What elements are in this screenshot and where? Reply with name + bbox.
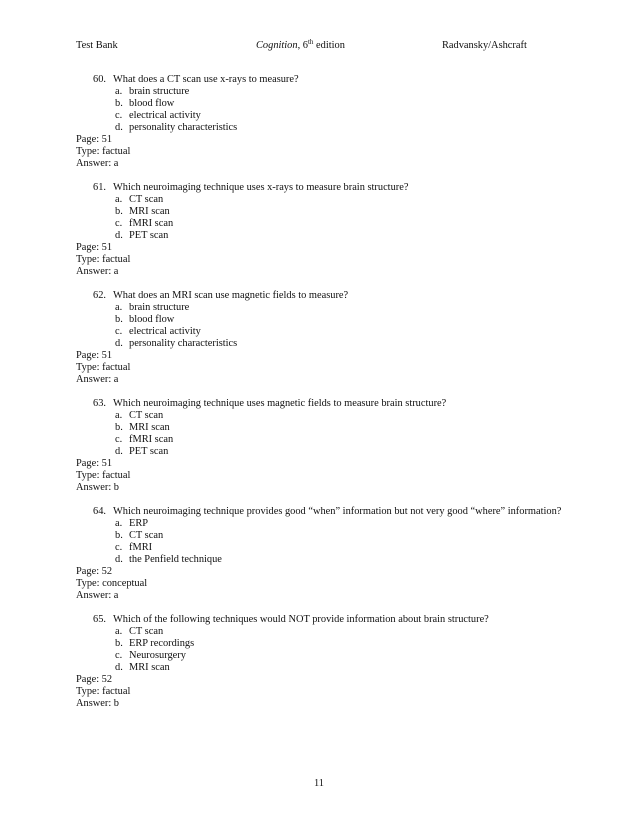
question-number: 65. xyxy=(93,614,106,625)
question-meta xyxy=(76,566,576,602)
option-text: CT scan xyxy=(129,410,164,421)
question-type: Type: factual xyxy=(76,686,131,697)
option-letter: d. xyxy=(115,662,123,673)
option-letter: b. xyxy=(115,422,123,433)
question-stem xyxy=(76,398,576,410)
option-letter: c. xyxy=(115,650,123,661)
answer-option xyxy=(76,86,576,98)
answer-options xyxy=(76,302,576,350)
edition-number: 6 xyxy=(302,40,308,51)
header-book-title: Cognition, 6th edition xyxy=(256,38,345,51)
question-meta xyxy=(76,350,576,386)
option-text: fMRI xyxy=(129,542,153,553)
question-text: Which neuroimaging technique uses x-rays to measure brain structure? xyxy=(113,182,409,193)
question-number: 62. xyxy=(93,290,106,301)
option-text: brain structure xyxy=(129,302,190,313)
option-text: CT scan xyxy=(129,194,164,205)
option-text: CT scan xyxy=(129,626,164,637)
page-reference: Page: 51 xyxy=(76,134,113,145)
edition-suffix: th xyxy=(307,38,314,46)
option-text: personality characteristics xyxy=(129,122,238,133)
answer-options xyxy=(76,86,576,134)
question-item xyxy=(76,398,576,494)
answer-key: Answer: a xyxy=(76,158,119,169)
page-footer xyxy=(0,778,638,790)
question-type: Type: factual xyxy=(76,146,131,157)
option-text: ERP xyxy=(129,518,149,529)
question-list xyxy=(76,74,576,722)
question-item xyxy=(76,182,576,278)
option-letter: c. xyxy=(115,110,123,121)
option-letter: b. xyxy=(115,530,123,541)
answer-option xyxy=(76,230,576,242)
page-reference: Page: 52 xyxy=(76,674,113,685)
answer-option xyxy=(76,314,576,326)
option-text: MRI scan xyxy=(129,206,170,217)
answer-option xyxy=(76,638,576,650)
answer-option xyxy=(76,518,576,530)
question-stem xyxy=(76,614,576,626)
answer-key: Answer: a xyxy=(76,266,119,277)
option-text: blood flow xyxy=(129,98,175,109)
question-meta xyxy=(76,134,576,170)
option-letter: b. xyxy=(115,98,123,109)
answer-option xyxy=(76,434,576,446)
option-text: PET scan xyxy=(129,446,169,457)
answer-option xyxy=(76,650,576,662)
question-stem xyxy=(76,290,576,302)
question-type: Type: factual xyxy=(76,470,131,481)
answer-key: Answer: b xyxy=(76,482,119,493)
answer-option xyxy=(76,446,576,458)
option-letter: c. xyxy=(115,542,123,553)
option-letter: c. xyxy=(115,326,123,337)
option-text: fMRI scan xyxy=(129,434,174,445)
answer-options xyxy=(76,626,576,674)
option-text: electrical activity xyxy=(129,326,201,337)
question-item xyxy=(76,74,576,170)
answer-option xyxy=(76,302,576,314)
option-letter: b. xyxy=(115,314,123,325)
option-letter: a. xyxy=(115,194,123,205)
question-type: Type: factual xyxy=(76,362,131,373)
answer-key: Answer: a xyxy=(76,374,119,385)
answer-options xyxy=(76,518,576,566)
answer-options xyxy=(76,410,576,458)
question-type: Type: conceptual xyxy=(76,578,148,589)
answer-option xyxy=(76,626,576,638)
answer-options xyxy=(76,194,576,242)
option-text: personality characteristics xyxy=(129,338,238,349)
answer-option xyxy=(76,554,576,566)
answer-option xyxy=(76,662,576,674)
answer-option xyxy=(76,326,576,338)
page-reference: Page: 52 xyxy=(76,566,113,577)
question-meta xyxy=(76,458,576,494)
option-text: MRI scan xyxy=(129,662,170,673)
question-stem xyxy=(76,506,576,518)
question-item xyxy=(76,614,576,710)
question-number: 64. xyxy=(93,506,106,517)
option-letter: a. xyxy=(115,626,123,637)
question-text: Which of the following techniques would NOT provide information about brain structure? xyxy=(113,614,489,625)
question-text: Which neuroimaging technique uses magnetic fields to measure brain structure? xyxy=(113,398,447,409)
answer-key: Answer: b xyxy=(76,698,119,709)
question-number: 60. xyxy=(93,74,106,85)
answer-option xyxy=(76,194,576,206)
option-text: PET scan xyxy=(129,230,169,241)
question-meta xyxy=(76,242,576,278)
option-text: the Penfield technique xyxy=(129,554,222,565)
question-stem xyxy=(76,182,576,194)
option-letter: a. xyxy=(115,518,123,529)
answer-option xyxy=(76,422,576,434)
option-letter: a. xyxy=(115,86,123,97)
question-number: 63. xyxy=(93,398,106,409)
answer-key: Answer: a xyxy=(76,590,119,601)
edition-word: edition xyxy=(313,40,345,51)
answer-option xyxy=(76,98,576,110)
answer-option xyxy=(76,410,576,422)
answer-option xyxy=(76,530,576,542)
option-letter: d. xyxy=(115,230,123,241)
option-text: MRI scan xyxy=(129,422,170,433)
answer-option xyxy=(76,206,576,218)
answer-option xyxy=(76,338,576,350)
header-left-label: Test Bank xyxy=(76,40,118,51)
answer-option xyxy=(76,218,576,230)
question-stem xyxy=(76,74,576,86)
option-letter: a. xyxy=(115,302,123,313)
question-text: Which neuroimaging technique provides good “when” information but not very good “where” information? xyxy=(113,506,562,517)
option-text: CT scan xyxy=(129,530,164,541)
header-authors: Radvansky/Ashcraft xyxy=(442,40,527,51)
option-letter: c. xyxy=(115,434,123,445)
page-reference: Page: 51 xyxy=(76,242,113,253)
page-header xyxy=(76,40,556,54)
option-letter: a. xyxy=(115,410,123,421)
question-item xyxy=(76,506,576,602)
option-text: electrical activity xyxy=(129,110,201,121)
question-text: What does a CT scan use x-rays to measure? xyxy=(113,74,299,85)
question-item xyxy=(76,290,576,386)
answer-option xyxy=(76,542,576,554)
answer-option xyxy=(76,110,576,122)
option-letter: d. xyxy=(115,122,123,133)
option-text: blood flow xyxy=(129,314,175,325)
answer-option xyxy=(76,122,576,134)
option-letter: b. xyxy=(115,206,123,217)
question-number: 61. xyxy=(93,182,106,193)
question-text: What does an MRI scan use magnetic fields to measure? xyxy=(113,290,349,301)
page-reference: Page: 51 xyxy=(76,350,113,361)
option-letter: d. xyxy=(115,446,123,457)
option-text: brain structure xyxy=(129,86,190,97)
question-meta xyxy=(76,674,576,710)
option-letter: b. xyxy=(115,638,123,649)
option-letter: d. xyxy=(115,338,123,349)
option-text: Neurosurgery xyxy=(129,650,186,661)
option-letter: d. xyxy=(115,554,123,565)
book-title: Cognition xyxy=(256,40,298,51)
option-letter: c. xyxy=(115,218,123,229)
question-type: Type: factual xyxy=(76,254,131,265)
page-number: 11 xyxy=(313,778,324,789)
page-reference: Page: 51 xyxy=(76,458,113,469)
option-text: fMRI scan xyxy=(129,218,174,229)
option-text: ERP recordings xyxy=(129,638,195,649)
